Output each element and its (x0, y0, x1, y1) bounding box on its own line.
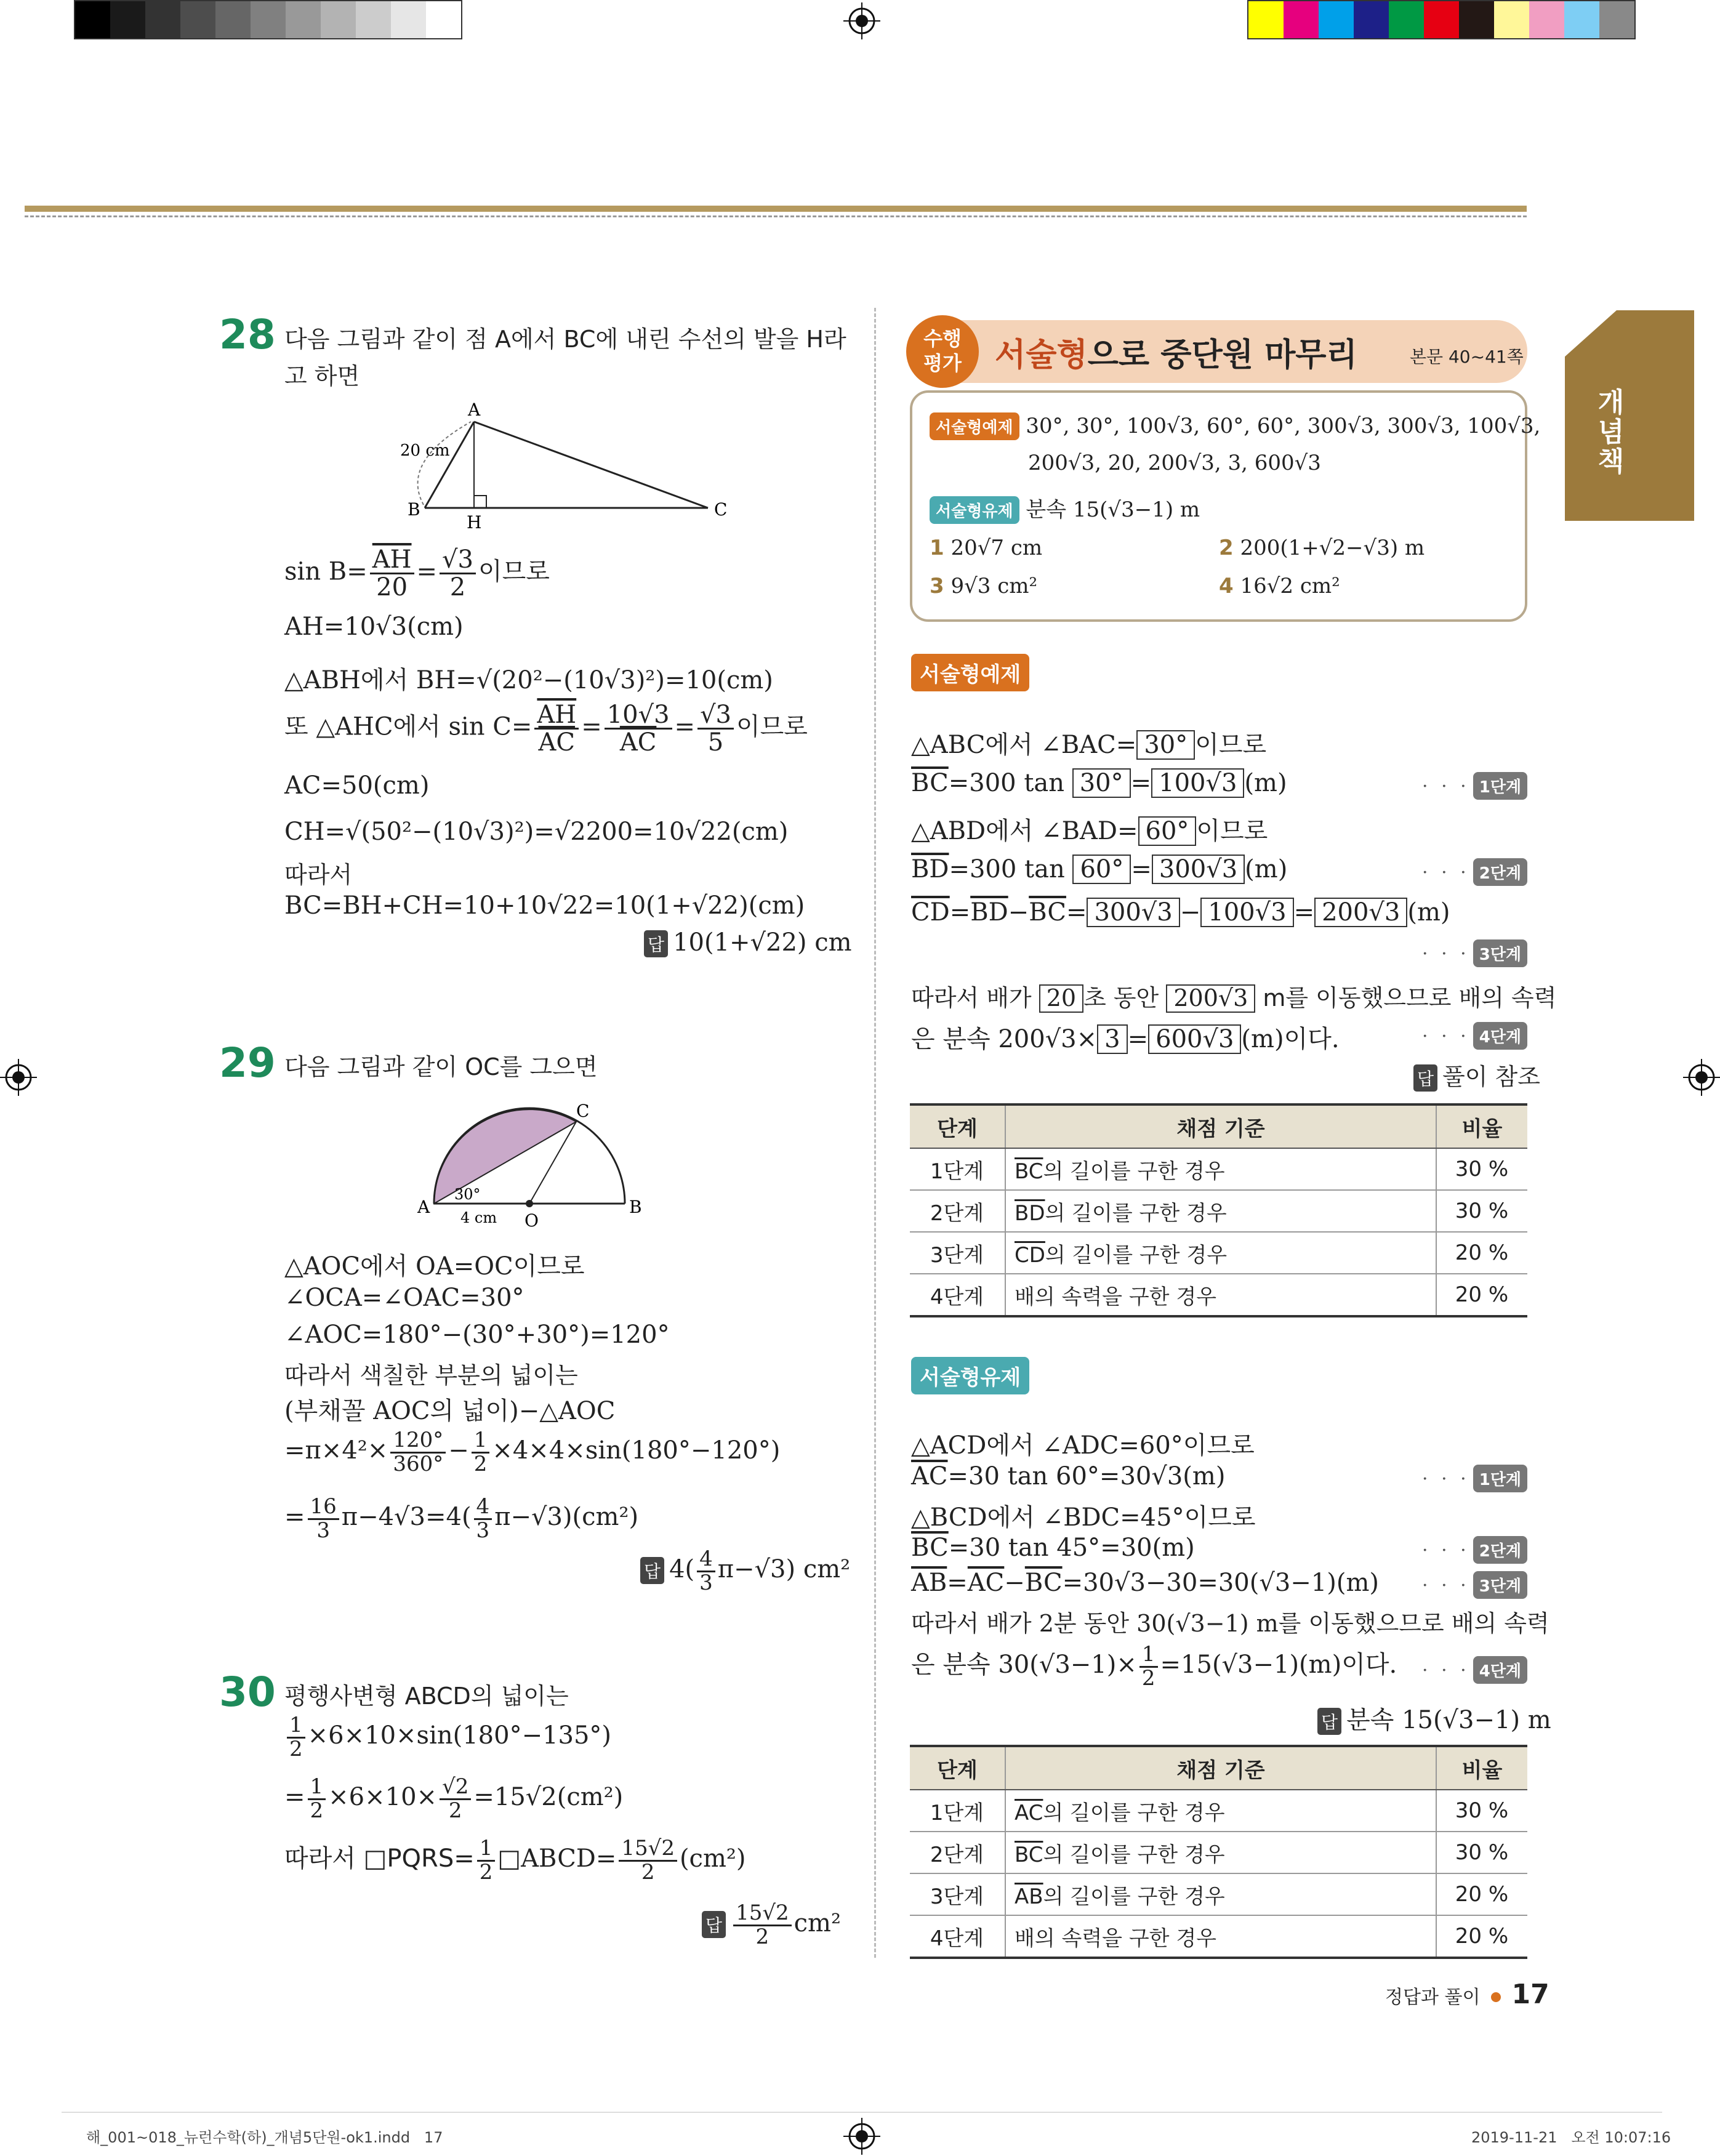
q28-prompt-cont: 고 하면 (284, 363, 360, 390)
grayscale-swatch (426, 1, 461, 38)
q29-answer: 답 4( $\frac{4}{3}$ π−√3) cm² (640, 1548, 850, 1594)
grayscale-swatch (110, 1, 145, 38)
print-timestamp: 2019-11-21 오전 10:07:16 (1471, 2129, 1671, 2146)
summary-similar-row: 서술형유제 분속 15(√3−1) m (930, 493, 1200, 524)
label-side: 20 cm (400, 441, 450, 460)
q29-line-3: ∠AOC=180°−(30°+30°)=120° (284, 1321, 670, 1349)
answer-mark: 답 (1413, 1064, 1437, 1092)
q29-line-7: = $\frac{16}{3}$ π−4√3=4( $\frac{4}{3}$ π−√3)(cm²) (284, 1494, 639, 1543)
process-color-swatch (1424, 1, 1459, 38)
table-row: 1단계 $\overline{BC}$의 길이를 구한 경우 30 % (910, 1148, 1527, 1190)
q30-prompt: 평행사변형 ABCD의 넓이는 (284, 1683, 569, 1710)
q30-answer: 답 $\frac{15√2}{2}$ cm² (702, 1902, 841, 1948)
process-color-swatch (1284, 1, 1319, 38)
q30-line-3: 따라서 □PQRS= $\frac{1}{2}$ □ABCD= $\frac{15√2}{2}$ (cm²) (284, 1836, 746, 1884)
q28-line-7: 따라서 (284, 861, 353, 888)
label-A: A (468, 400, 481, 420)
q30-line-1: $\frac{1}{2}$ ×6×10×sin(180°−135°) (284, 1715, 611, 1760)
grayscale-swatch (251, 1, 286, 38)
answer-mark: 답 (702, 1911, 726, 1938)
registration-mark-icon (1683, 1059, 1720, 1096)
grayscale-swatch (286, 1, 321, 38)
page-number: 17 (1511, 1979, 1549, 2010)
step-2-marker: · · · 2단계 (1422, 858, 1527, 886)
q28-line-5: AC=50(cm) (284, 771, 430, 800)
process-color-bar (1247, 0, 1636, 39)
similar-line-5: $\overline{AB}=\overline{AC}-\overline{BC}=30√3-30=30(√3-1)(m)$ (911, 1569, 1379, 1597)
example-answer: 답 풀이 참조 (1413, 1058, 1540, 1092)
grayscale-color-bar (74, 0, 462, 39)
process-color-swatch (1389, 1, 1424, 38)
q28-line-3: △ABH에서 BH=√(20²−(10√3)²)=10(cm) (284, 666, 773, 694)
table-row: 1단계 $\overline{AC}$의 길이를 구한 경우 30 % (910, 1790, 1527, 1832)
question-number: 28 (219, 311, 276, 358)
process-color-swatch (1529, 1, 1564, 38)
page-reference: 본문 40~41쪽 (1410, 347, 1524, 367)
grayscale-swatch (215, 1, 251, 38)
summary-example-row-cont: 200√3, 20, 200√3, 3, 600√3 (1028, 451, 1321, 475)
label-B: B (408, 499, 420, 520)
similar-line-3: △BCD에서 ∠BDC=45°이므로 (911, 1503, 1256, 1532)
q29-line-6: =π×4²× $\frac{120^\circ}{360^\circ}$ − $\frac{1}{2}$ ×4×4×sin(180°−120°) (284, 1428, 781, 1476)
label-O: O (524, 1210, 539, 1231)
grayscale-swatch (356, 1, 391, 38)
grayscale-swatch (180, 1, 215, 38)
similar-line-6: 따라서 배가 2분 동안 30(√3−1) m를 이동했으므로 배의 속력 (911, 1610, 1549, 1637)
right-angle-mark (474, 496, 486, 508)
table-row: 3단계 $\overline{CD}$의 길이를 구한 경우 20 % (910, 1232, 1527, 1274)
q29-semicircle-figure (406, 1096, 665, 1237)
step-2-marker: · · · 2단계 (1422, 1536, 1527, 1564)
similar-line-7: 은 분속 30(√3−1)× $\frac{1}{2}$ =15(√3−1)(m)이다. (911, 1642, 1397, 1691)
table-row: 2단계 $\overline{BC}$의 길이를 구한 경우 30 % (910, 1832, 1527, 1873)
table-row: 2단계 $\overline{BD}$의 길이를 구한 경우 30 % (910, 1190, 1527, 1232)
example-line-5: $\overline{CD}=\overline{BD}-\overline{BC}= 300√3 - 100√3 = 200√3$ (m) (911, 898, 1450, 927)
label-radius: 4 cm (460, 1209, 497, 1226)
registration-mark-icon (843, 2, 880, 39)
example-line-1: △ABC에서 ∠BAC= 30° 이므로 (911, 731, 1267, 759)
q29-line-5: (부채꼴 AOC의 넓이)−△AOC (284, 1397, 616, 1425)
summary-item-3: 3 9√3 cm² (930, 574, 1038, 598)
process-color-swatch (1319, 1, 1354, 38)
question-number: 30 (219, 1668, 276, 1716)
summary-item-4: 4 16√2 cm² (1219, 574, 1340, 598)
q28-answer: 답 10(1+√22) cm (644, 928, 852, 957)
step-3-marker: · · · 3단계 (1422, 939, 1527, 967)
q28-triangle-figure (382, 394, 751, 536)
q28-line-6: CH=√(50²−(10√3)²)=√2200=10√22(cm) (284, 818, 789, 846)
side-brace (418, 422, 471, 505)
q29-prompt: 다음 그림과 같이 OC를 그으면 (284, 1053, 598, 1080)
answer-mark: 답 (1317, 1708, 1341, 1735)
q30-line-2: = $\frac{1}{2}$ ×6×10× $\frac{√2}{2}$ =15√2(cm²) (284, 1774, 624, 1823)
grayscale-swatch (321, 1, 356, 38)
page-footer: 정답과 풀이 17 (1385, 1979, 1549, 2010)
grayscale-swatch (391, 1, 426, 38)
process-color-swatch (1354, 1, 1389, 38)
step-3-marker: · · · 3단계 (1422, 1571, 1527, 1599)
question-number: 29 (219, 1039, 276, 1087)
label-B: B (629, 1197, 642, 1217)
header-dashed-rule (25, 215, 1527, 217)
answer-mark: 답 (644, 930, 668, 957)
process-color-swatch (1494, 1, 1529, 38)
similar-line-1: △ACD에서 ∠ADC=60°이므로 (911, 1431, 1255, 1460)
step-1-marker: · · · 1단계 (1422, 1465, 1527, 1492)
side-tab (1565, 310, 1694, 521)
crop-line (62, 2112, 1662, 2113)
center-O (526, 1200, 533, 1207)
example-line-6: 따라서 배가 20 초 동안 200√3 m를 이동했으므로 배의 속력 (911, 984, 1557, 1012)
file-info: 해_001~018_뉴런수학(하)_개념5단원-ok1.indd 17 (86, 2129, 443, 2146)
registration-mark-icon (0, 1059, 37, 1096)
similar-tag: 서술형유제 (911, 1357, 1029, 1394)
grayscale-swatch (145, 1, 180, 38)
table-row: 4단계 배의 속력을 구한 경우 20 % (910, 1915, 1527, 1958)
q28-line-4: 또 △AHC에서 sin C= $\frac{\overline{AH}}{AC}$ = $\frac{10√3}{AC}$ = $\frac{√3}{5}$ 이므로 (284, 701, 808, 757)
bullet-icon (1491, 1992, 1501, 2002)
table-row: 4단계 배의 속력을 구한 경우 20 % (910, 1274, 1527, 1316)
step-1-marker: · · · 1단계 (1422, 772, 1527, 800)
q28-line-8: BC=BH+CH=10+10√22=10(1+√22)(cm) (284, 891, 805, 920)
segment-AC (474, 422, 708, 508)
side-tab-label: 개념책 (1593, 388, 1624, 477)
summary-item-1: 1 20√7 cm (930, 536, 1043, 560)
summary-example-row: 서술형예제 30°, 30°, 100√3, 60°, 60°, 300√3, 300√3, 100√3, (930, 412, 1540, 440)
answer-mark: 답 (640, 1557, 664, 1584)
q28-prompt: 다음 그림과 같이 점 A에서 BC에 내린 수선의 발을 H라 (284, 326, 846, 353)
similar-line-4: $\overline{BC}=30$ tan 45°=30(m) (911, 1534, 1195, 1562)
q28-line-2: AH=10√3(cm) (284, 613, 464, 641)
assessment-badge: 수행 평가 (906, 315, 979, 388)
label-H: H (467, 512, 482, 533)
label-A: A (417, 1197, 430, 1217)
grayscale-swatch (75, 1, 110, 38)
label-angle: 30° (454, 1186, 481, 1203)
similar-grading-table: 단계 채점 기준 비율 1단계 $\overline{AC}$의 길이를 구한 경우 30 % 2단계 $\overline{BC}$의 길이를 구한 경우 30 % 3단계 $\overline{AB}$의 길이를 구한 경우 20 % 4단계 배의 속력을 구한 경우 20 % (910, 1745, 1527, 1959)
example-tag: 서술형예제 (911, 654, 1029, 691)
example-grading-table: 단계 채점 기준 비율 1단계 $\overline{BC}$의 길이를 구한 경우 30 % 2단계 $\overline{BD}$의 길이를 구한 경우 30 % 3단계 $\overline{CD}$의 길이를 구한 경우 20 % 4단계 배의 속력을 구한 경우 20 % (910, 1103, 1527, 1317)
example-line-7: 은 분속 200√3× 3 = 600√3 (m)이다. (911, 1025, 1340, 1053)
step-4-marker: · · · 4단계 (1422, 1022, 1527, 1050)
summary-item-2: 2 200(1+√2−√3) m (1219, 536, 1425, 560)
section-title: 서술형으로 중단원 마무리 (995, 337, 1357, 374)
table-row: 3단계 $\overline{AB}$의 길이를 구한 경우 20 % (910, 1873, 1527, 1915)
example-line-2: $\overline{BC}=300$ tan 30° = 100√3 (m) (911, 769, 1287, 797)
registration-mark-icon (843, 2118, 880, 2155)
q29-line-2: ∠OCA=∠OAC=30° (284, 1284, 524, 1312)
example-line-3: △ABD에서 ∠BAD= 60° 이므로 (911, 817, 1268, 845)
header-rule (25, 206, 1527, 212)
example-line-4: $\overline{BD}=300$ tan 60° = 300√3 (m) (911, 855, 1288, 883)
segment-BA (425, 422, 474, 508)
step-4-marker: · · · 4단계 (1422, 1656, 1527, 1684)
q29-line-1: △AOC에서 OA=OC이므로 (284, 1252, 585, 1281)
column-divider (874, 308, 876, 1958)
label-C: C (576, 1101, 590, 1121)
q29-line-4: 따라서 색칠한 부분의 넓이는 (284, 1362, 578, 1389)
process-color-swatch (1599, 1, 1634, 38)
process-color-swatch (1459, 1, 1494, 38)
similar-line-2: $\overline{AC}=30$ tan 60°=30√3(m) (911, 1462, 1226, 1490)
process-color-swatch (1564, 1, 1599, 38)
label-C: C (714, 499, 728, 520)
similar-answer: 답 분속 15(√3−1) m (1317, 1700, 1551, 1736)
q28-line-1: sin B= $\frac{\overline{AH}}{20}$ = $\frac{√3}{2}$ 이므로 (284, 545, 550, 601)
process-color-swatch (1248, 1, 1284, 38)
